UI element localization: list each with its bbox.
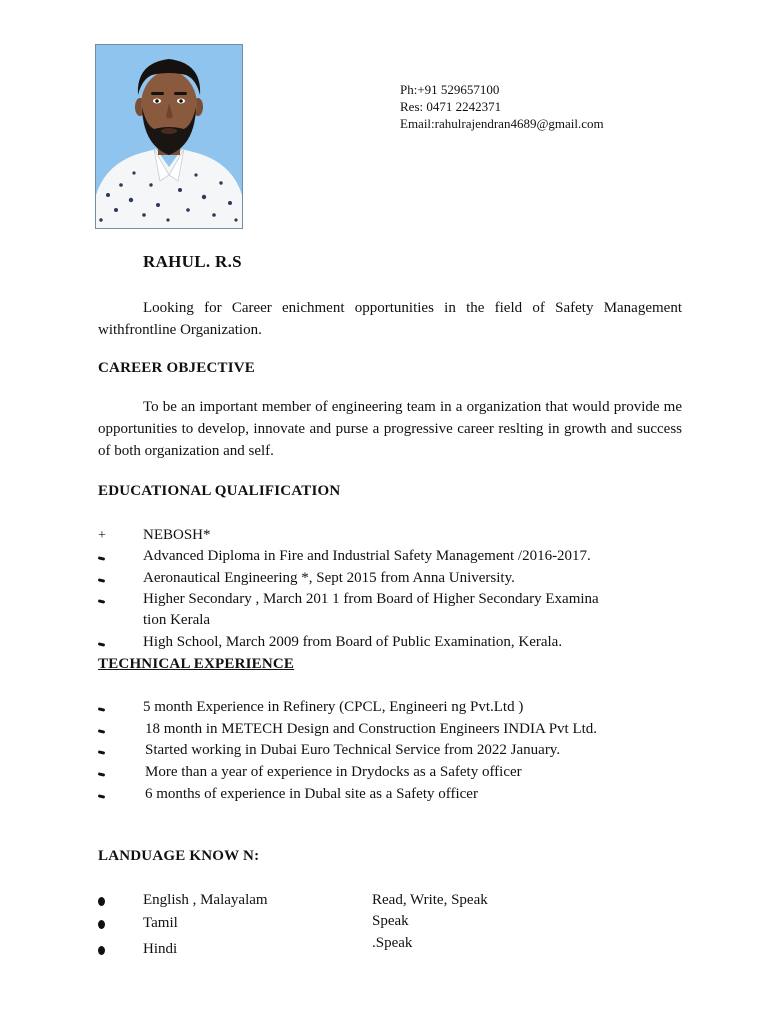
career-objective-text: To be an important member of engineering team in a organization that would provide me opportunities to develop, innovate and purse a progressive career reslting in growth and success of both organization and self. — [98, 399, 682, 459]
language-name: English , Malayalam — [143, 892, 268, 908]
languages-heading: LANDUAGE KNOW N: — [98, 848, 260, 864]
residence-phone: Res: 0471 2242371 — [400, 99, 502, 114]
resume-page: Ph:+91 529657100 Res: 0471 2242371 Email:rahulrajendran4689@gmail.com RAHUL. R.S Looking for Career enichment opportunities in the field of Safety Management withfrontline Organization. CAREER OBJECTIVE To be an important member of engineering team in a organization that would provide me opportunities to develop, innovate and purse a progressive career reslting in growth and success of both organization and self. EDUCATIONAL QUALIFICATION + NEBOSH* Advanced Diploma in Fire and Industrial Safety Management /2016-2017. Aeronautical Engineering *, Sept 2015 from Anna University. Higher Secondary , March 201 1 from Board of Higher Secondary Examina tion Kerala High School, March 2009 from Board of Public Examination, Kerala. TECHNICAL EXPERIENCE 5 month Experience in Refinery (CPCL, Engineeri ng Pvt.Ltd ) 18 month in METECH Design and Construction Engineers INDIA Pvt Ltd. Started working in Dubai Euro Technical Service from 2022 January. More than a year of experience in Drydocks as a Safety officer 6 months of experience in Dubal site as a Safety officer LANDUAGE KNOW N: English , Malayalam Read, Write, Speak Tamil Speak Hindi .Speak — [0, 0, 768, 1024]
intro-text: Looking for Career enichment opportunities in the field of Safety Management withfrontline Organization. — [98, 300, 682, 338]
technical-experience-heading: TECHNICAL EXPERIENCE — [98, 656, 295, 672]
person-photo-icon — [96, 45, 242, 228]
dash-bullet-icon — [98, 546, 138, 567]
dash-bullet-icon — [98, 697, 138, 718]
dash-bullet-icon — [98, 762, 138, 783]
intro-paragraph — [98, 297, 682, 341]
language-ability: .Speak — [372, 935, 413, 951]
career-objective-heading: CAREER OBJECTIVE — [98, 360, 255, 376]
dash-bullet-icon — [98, 740, 138, 761]
dash-bullet-icon — [98, 589, 138, 610]
career-objective-paragraph — [98, 396, 682, 462]
candidate-name: RAHUL. R.S — [143, 252, 242, 271]
dash-bullet-icon — [98, 632, 138, 653]
education-item-continuation: tion Kerala — [143, 612, 211, 628]
dash-bullet-icon — [98, 719, 138, 740]
language-name: Tamil — [143, 915, 178, 931]
email-address: Email:rahulrajendran4689@gmail.com — [400, 116, 604, 131]
language-name: Hindi — [143, 941, 178, 957]
profile-photo — [95, 44, 243, 229]
round-bullet-icon — [98, 913, 138, 936]
education-heading: EDUCATIONAL QUALIFICATION — [98, 483, 341, 499]
contact-info — [400, 81, 604, 132]
round-bullet-icon — [98, 890, 138, 913]
phone-number: Ph:+91 529657100 — [400, 82, 500, 97]
round-bullet-icon — [98, 939, 138, 962]
plus-bullet-icon: + — [98, 528, 106, 543]
dash-bullet-icon — [98, 784, 138, 805]
language-ability: Read, Write, Speak — [372, 892, 488, 908]
dash-bullet-icon — [98, 568, 138, 589]
language-ability: Speak — [372, 913, 409, 929]
